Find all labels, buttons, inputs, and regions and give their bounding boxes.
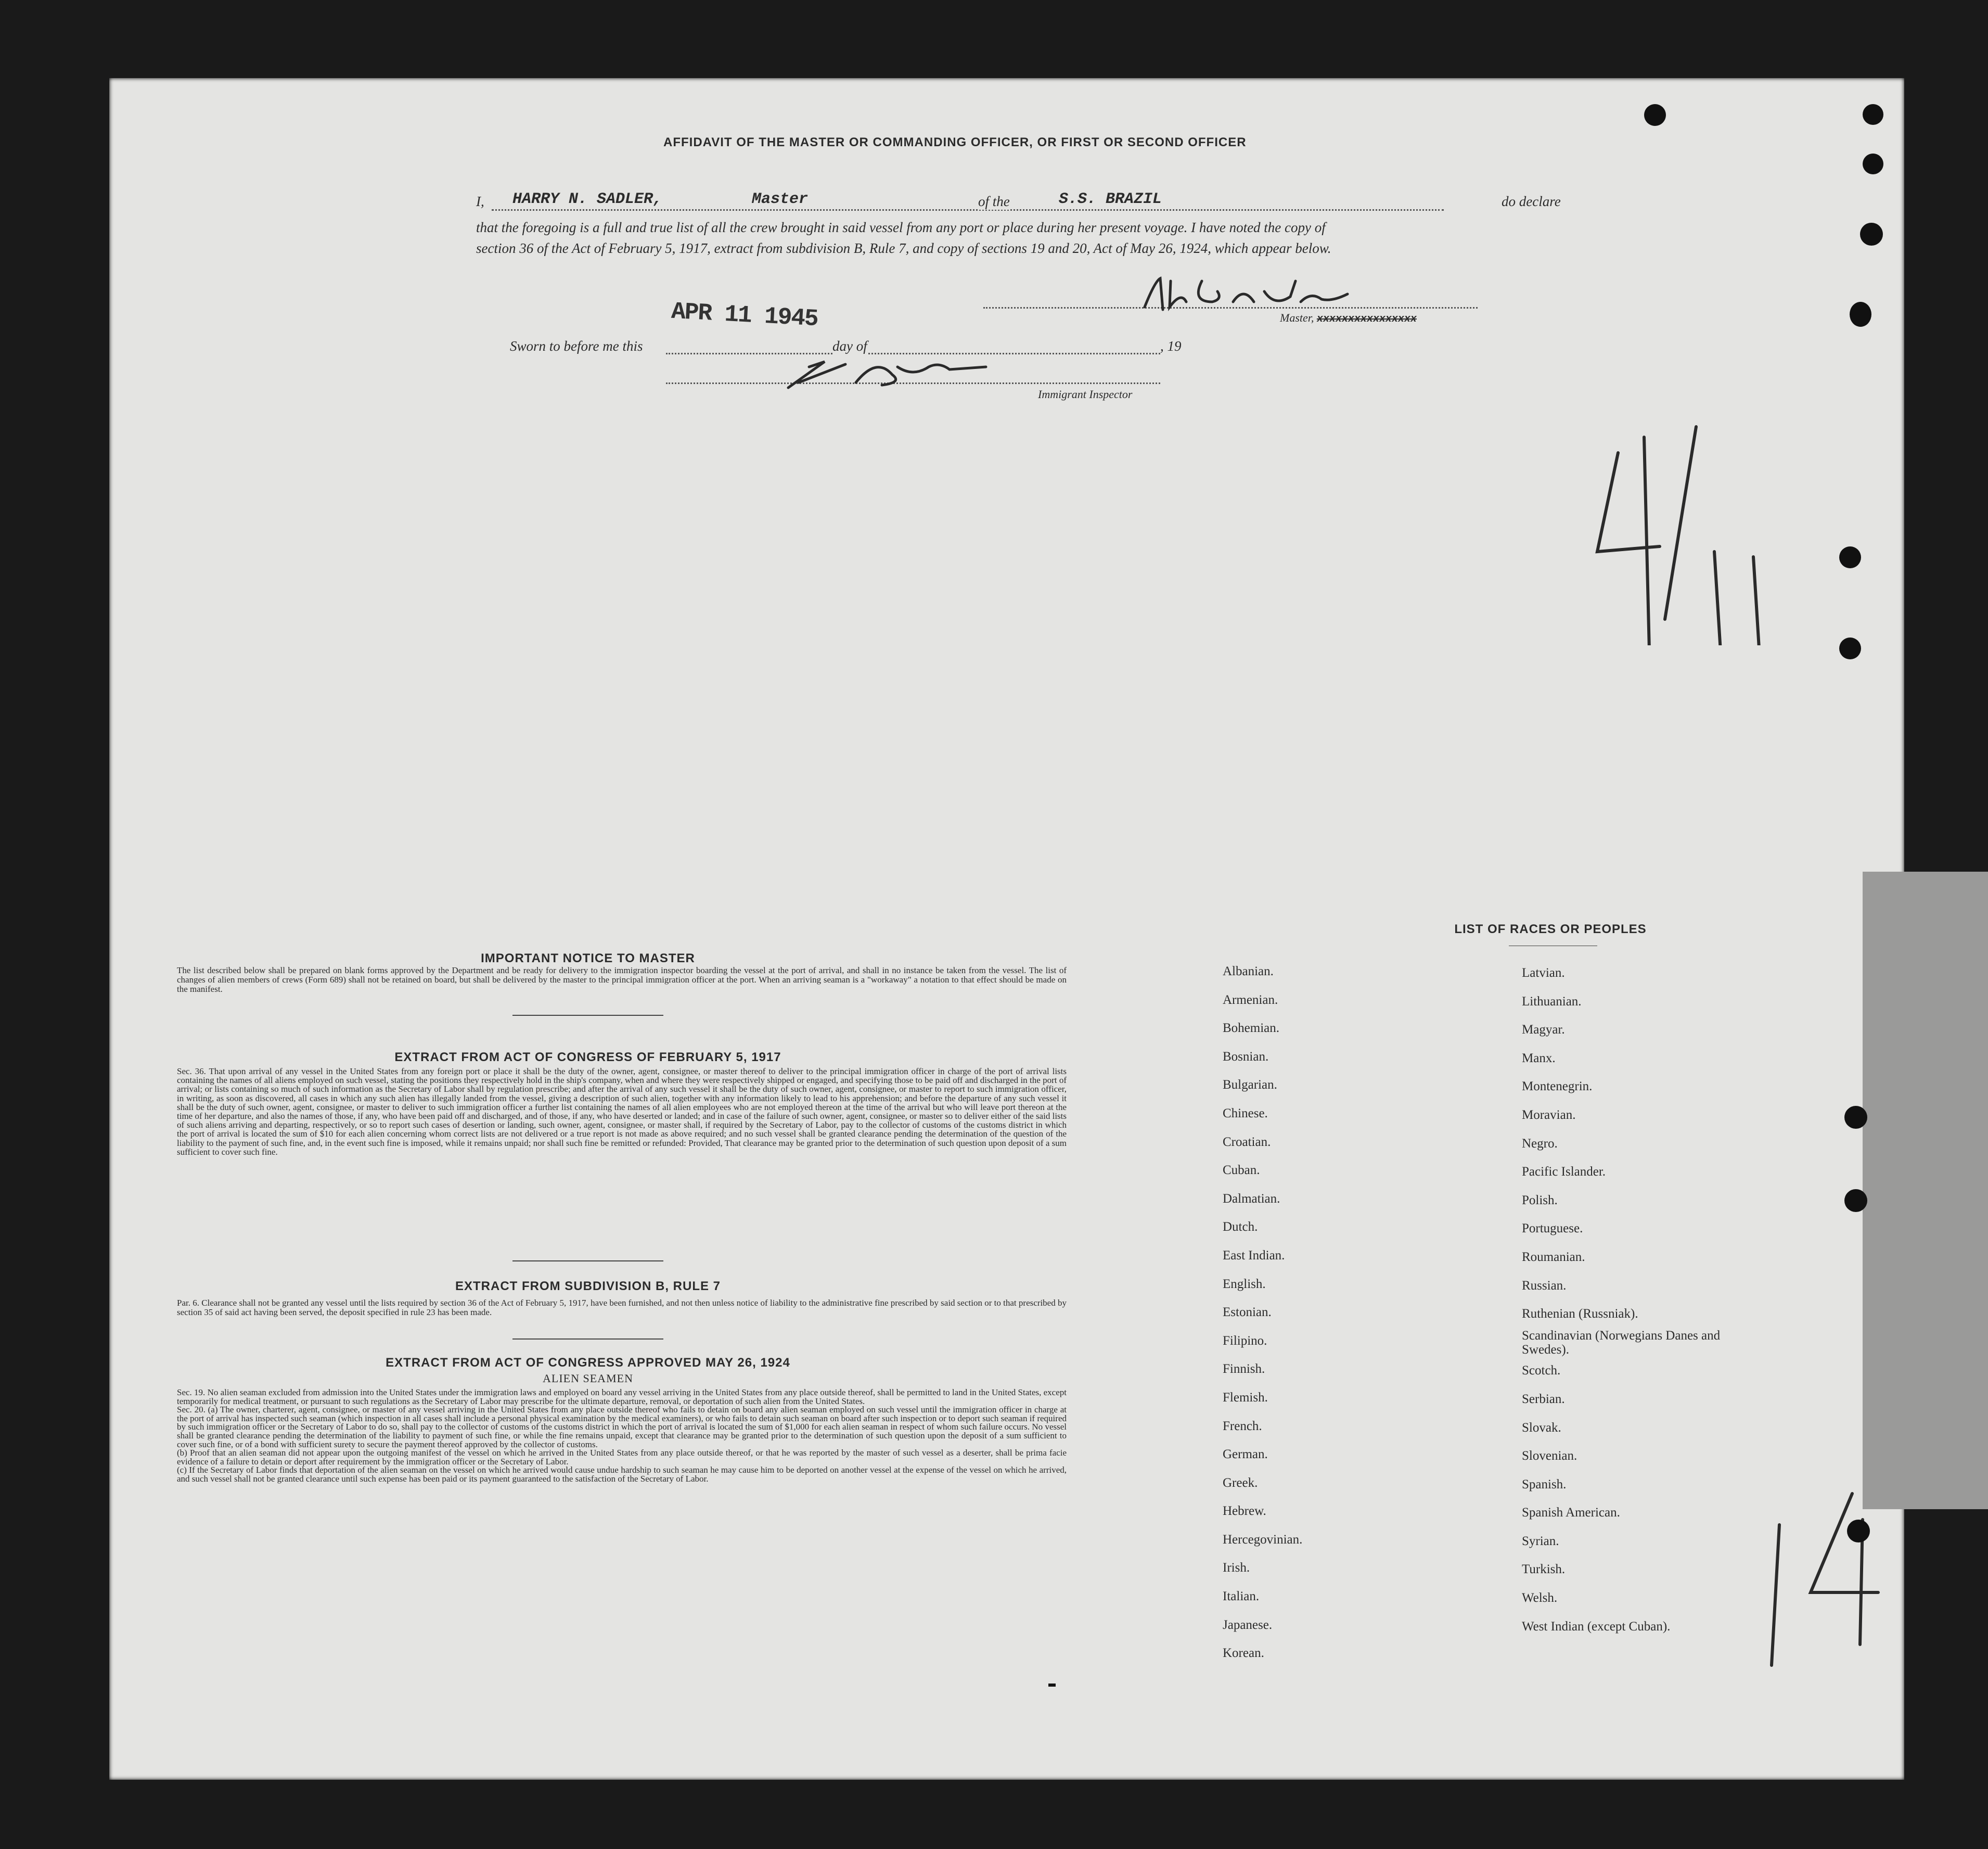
col1-item: Estonian. [1223, 1305, 1272, 1320]
col2-item: Lithuanian. [1522, 994, 1582, 1009]
col2-item: Slovenian. [1522, 1449, 1577, 1463]
col2-item: Moravian. [1522, 1107, 1576, 1122]
inspector-label: Immigrant Inspector [1038, 388, 1133, 401]
col1-item: Bohemian. [1223, 1021, 1280, 1036]
handwritten-date [1587, 422, 1774, 645]
extract-1917-text: Sec. 36. That upon arrival of any vessel in the United States from any foreign port or place it shall be the duty of the owner, agent, consignee, or master thereof to deliver to the principal immigration officer in charge of the port of arrival lists containing the names of all aliens employed on such vessel, stating the positions they respectively hold in the ship's company, when and where they were respectively shipped or engaged, and specifying those to be paid off and discharged in the port of arrival; or lists containing so much of such information as the Secretary of Labor shall by regulation prescribe; and after the arrival of any such vessel it shall be the duty of such owner, agent, consignee, or master to report to such immigration officer, in writing, as soon as discovered, all cases in which any such alien has illegally landed from the vessel, giving a description of such alien, together with any information likely to lead to his apprehension; and before the departure of any such vessel it shall be the duty of such owner, agent, consignee, or master to deliver to such immigration officer a further list containing the names of all alien employees who are not employed thereon at the time of the arrival but who will leave port thereon at the time of her departure, and also the names of those, if any, who have been paid off and discharged, and of those, if any, who have deserted or landed; and in case of the failure of such owner, agent, consignee, or master so to deliver either of the said lists of such aliens arriving and departing, respectively, or so to report such cases of desertion or landing, such owner, agent, consignee, or master shall, if required by the Secretary of Labor, pay to the collector of customs of the customs district in which the port of arrival is located the sum of $10 for each alien concerning whom correct lists are not delivered or a true report is not made as above required; and no such vessel shall be granted clearance pending the determination of the question of the liability to the payment of such fine, and, in the event such fine is imposed, while it remains unpaid; nor shall such fine be remitted or refunded: Provided, That clearance may be granted prior to the determination of such question upon deposit of a sum sufficient to cover such fine. [177, 1066, 1067, 1157]
col1-item: Cuban. [1223, 1163, 1260, 1178]
master-label: Master, [1280, 311, 1314, 324]
col1-item: Albanian. [1223, 964, 1274, 978]
col2-item: Montenegrin. [1522, 1079, 1593, 1094]
sec-20b: (b) Proof that an alien seaman did not appear upon the outgoing manifest of the vessel on which he arrived in the United States from any place outside thereof, or that he was reported by the master of such vessel as a deserter, shall be prima facie evidence of a failure to detain or deport after requirement by the immigration officer or the Secretary of Labor. [177, 1448, 1067, 1467]
struck-officer-titles: xxxxxxxxxxxxxxxx [1316, 313, 1417, 325]
col1-item: Bosnian. [1223, 1049, 1269, 1064]
extract-1924-heading: EXTRACT FROM ACT OF CONGRESS APPROVED MAY 26, 1924 [386, 1356, 790, 1370]
master-signature [1139, 271, 1358, 317]
col2-item: Spanish. [1522, 1477, 1567, 1491]
col1-item: Chinese. [1223, 1106, 1268, 1120]
col2-item: Welsh. [1522, 1591, 1558, 1605]
col1-item: Irish. [1223, 1561, 1250, 1575]
extract-1924-subheading: ALIEN SEAMEN [543, 1372, 633, 1385]
extract-1924-text [177, 1388, 1067, 1484]
col2-item: Manx. [1522, 1051, 1556, 1065]
document-page [109, 78, 1904, 1780]
races-column-2 [1522, 959, 1740, 1641]
handwritten-page-number [1733, 1473, 1889, 1681]
col2-item: Magyar. [1522, 1023, 1565, 1037]
date-stamp: APR 11 1945 [670, 298, 818, 333]
vessel-name: S.S. BRAZIL [1059, 190, 1162, 208]
col1-item: Hercegovinian. [1223, 1532, 1303, 1547]
col1-item: Flemish. [1223, 1390, 1268, 1405]
col2-item: Syrian. [1522, 1534, 1559, 1548]
col1-item: Korean. [1223, 1646, 1264, 1661]
prefix: I, [476, 194, 484, 209]
sec-20a: Sec. 20. (a) The owner, charterer, agent, consignee, or master of any vessel arriving in the United States from any place outside thereof who fails to detain on board any alien seaman employed on such vessel until the immigration officer in charge at the port of arrival has inspected such seaman (which inspection in all cases shall include a personal physical examination by the medical examiners), or who fails to detain such seaman on board after such inspection or to deport such seaman if required by such immigration officer or the Secretary of Labor to do so, shall pay to the collector of customs of the customs district in which the port of arrival is located the sum of $1,000 for each alien seaman in respect of whom such failure occurs. No vessel shall be granted clearance pending the determination of the liability to payment of such fine, or while the fine remains unpaid, except that clearance may be granted prior to the determination of such question upon the deposit of a sum sufficient to cover such fine, or of a bond with sufficient surety to secure the payment thereof approved by the collector of customs. [177, 1405, 1067, 1449]
sec-20c: (c) If the Secretary of Labor finds that deportation of the alien seaman on the vessel on which he arrived would cause undue hardship to such seaman he may cause him to be deported on another vessel at the expense of the vessel on which he arrived, and such vessel shall not be granted clearance until such expense has been paid or its payment guaranteed to the satisfaction of the Secretary of Labor. [177, 1465, 1067, 1484]
col1-item: Hebrew. [1223, 1504, 1266, 1519]
col2-item: Serbian. [1522, 1392, 1565, 1406]
races-column-1 [1223, 958, 1483, 1668]
col1-item: Bulgarian. [1223, 1078, 1277, 1092]
col1-item: German. [1223, 1447, 1268, 1462]
punch-hole [1860, 223, 1883, 246]
col2-item: Negro. [1522, 1136, 1558, 1151]
punch-hole [1850, 302, 1871, 327]
inspector-signature [778, 346, 996, 393]
col1-item: Dutch. [1223, 1220, 1258, 1234]
col1-item: Filipino. [1223, 1333, 1267, 1348]
tape-strip [1863, 872, 1988, 1509]
col2-item: Ruthenian (Russniak). [1522, 1307, 1638, 1321]
affidavit-title: AFFIDAVIT OF THE MASTER OR COMMANDING OFFICER, OR FIRST OR SECOND OFFICER [663, 135, 1247, 149]
do-declare: do declare [1498, 194, 1561, 210]
rank: Master [752, 190, 809, 208]
punch-hole [1844, 1189, 1867, 1212]
col2-item: Latvian. [1522, 966, 1565, 980]
punch-hole [1839, 546, 1861, 568]
punch-hole [1863, 154, 1883, 174]
col2-item: Polish. [1522, 1193, 1558, 1207]
col2-item: Russian. [1522, 1278, 1567, 1293]
sec-19: Sec. 19. No alien seaman excluded from admission into the United States under the immigration laws and employed on board any vessel arriving in the United States from any place outside thereof, shall be permitted to land in the United States, except temporarily for medical treatment, or pursuant to such regulations as the Secretary of Labor may prescribe for the ultimate departure, removal, or deportation of such alien from the United States. [177, 1387, 1067, 1406]
col2-item: Spanish American. [1522, 1506, 1620, 1520]
col1-item: English. [1223, 1277, 1266, 1291]
year-label: , 19 [1160, 338, 1182, 354]
col2-item: Turkish. [1522, 1562, 1566, 1577]
affidavit-line1 [476, 190, 1584, 214]
col2-item: Scandinavian (Norwegians Danes and Swedes). [1522, 1328, 1721, 1357]
col1-item: Croatian. [1223, 1134, 1271, 1149]
col2-item: Roumanian. [1522, 1249, 1585, 1264]
col1-item: Finnish. [1223, 1362, 1265, 1376]
notice-heading: IMPORTANT NOTICE TO MASTER [481, 951, 695, 965]
col1-item: Italian. [1223, 1589, 1260, 1604]
col2-item: Scotch. [1522, 1363, 1561, 1378]
of-the: of the [978, 194, 1010, 209]
col1-item: French. [1223, 1419, 1262, 1433]
col1-item: Dalmatian. [1223, 1191, 1280, 1206]
master-name: HARRY N. SADLER, [512, 190, 663, 208]
races-heading: LIST OF RACES OR PEOPLES [1454, 922, 1647, 936]
punch-hole [1844, 1106, 1867, 1129]
punch-hole [1847, 1520, 1870, 1542]
subdivision-b-text: Par. 6. Clearance shall not be granted any vessel until the lists required by section 36 of the Act of February 5, 1917, have been furnished, and not then unless notice of liability to the administrative fine prescribed by said section or to that prescribed by section 35 of said act having been served, the deposit specified in rule 23 has been made. [177, 1298, 1067, 1317]
punch-hole [1863, 104, 1883, 125]
affidavit-line3: section 36 of the Act of February 5, 1917, extract from subdivision B, Rule 7, and copy of sections 19 and 20, Act of May 26, 1924, which appear below. [476, 240, 1331, 256]
sworn-label: Sworn to before me this [510, 338, 643, 354]
col2-item: West Indian (except Cuban). [1522, 1619, 1671, 1634]
col2-item: Portuguese. [1522, 1221, 1583, 1236]
col2-item: Slovak. [1522, 1420, 1561, 1435]
col1-item: Japanese. [1223, 1617, 1273, 1632]
col1-item: East Indian. [1223, 1248, 1285, 1263]
punch-hole [1839, 637, 1861, 659]
subdivision-b-heading: EXTRACT FROM SUBDIVISION B, RULE 7 [455, 1279, 721, 1293]
col1-item: Greek. [1223, 1475, 1258, 1490]
notice-text: The list described below shall be prepared on blank forms approved by the Department and be ready for delivery to the immigration inspector boarding the vessel at the port of arrival, and shall in no instance be taken from the vessel. The list of changes of alien members of crews (Form 689) shall not be retained on board, but shall be delivered by the master to the principal immigration officer at the port. When an arriving seaman is a "workaway" a notation to that effect should be made on the manifest. [177, 965, 1067, 994]
extract-1917-heading: EXTRACT FROM ACT OF CONGRESS OF FEBRUARY 5, 1917 [394, 1050, 781, 1064]
day-of-label: day of [832, 338, 867, 354]
affidavit-line2: that the foregoing is a full and true list of all the crew brought in said vessel from any port or place during her present voyage. I have noted the copy of [476, 220, 1326, 235]
col2-item: Pacific Islander. [1522, 1165, 1606, 1179]
col1-item: Armenian. [1223, 992, 1278, 1007]
punch-hole [1644, 104, 1666, 126]
